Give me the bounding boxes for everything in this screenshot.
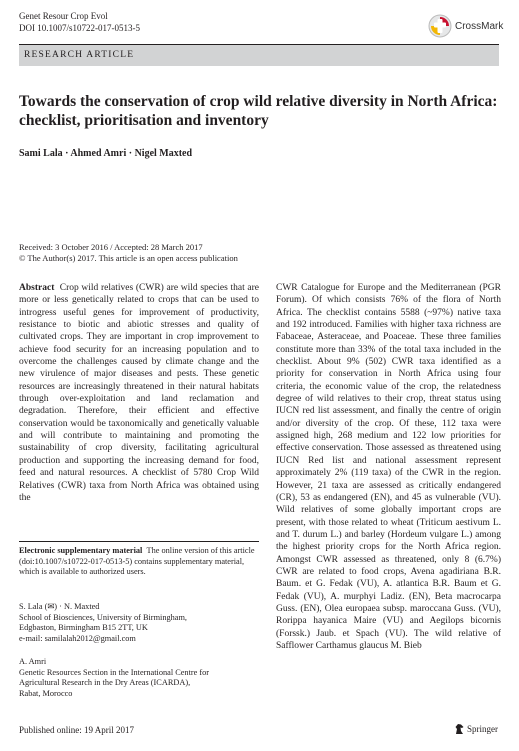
- affiliation-1-line-1: School of Biosciences, University of Birmingham,: [19, 612, 187, 622]
- section-label: RESEARCH ARTICLE: [24, 50, 135, 60]
- springer-horse-icon: [454, 723, 465, 735]
- journal-name: Genet Resour Crop Evol: [19, 11, 108, 21]
- received-accepted: Received: 3 October 2016 / Accepted: 28 March 2017: [19, 242, 203, 252]
- footnote-rule: [19, 541, 259, 542]
- affiliation-1-names: S. Lala (✉) · N. Maxted: [19, 602, 100, 611]
- affiliation-2-line-2: Agricultural Research in the Dry Areas (ICARDA),: [19, 678, 191, 688]
- doi[interactable]: DOI 10.1007/s10722-017-0513-5: [19, 23, 140, 33]
- abstract-column-right: [276, 282, 501, 738]
- section-band: [19, 45, 499, 66]
- affiliation-2-name: A. Amri: [19, 657, 47, 666]
- article-dates: [19, 242, 238, 264]
- affiliation-2: [19, 657, 259, 699]
- affiliation-2-line-1: Genetic Resources Section in the International Centre for: [19, 667, 210, 677]
- esm-label: Electronic supplementary material: [19, 546, 143, 555]
- published-date: Published online: 19 April 2017: [19, 725, 135, 735]
- license-note: © The Author(s) 2017. This article is an open access publication: [19, 253, 238, 263]
- author-list: Sami Lala · Ahmed Amri · Nigel Maxted: [19, 148, 193, 159]
- crossmark-icon: [428, 14, 452, 38]
- esm-text: The online version of this article (doi:10.1007/s10722-017-0513-5) contains supplementary material, which is available to authorized users.: [19, 546, 255, 577]
- journal-header: [19, 10, 140, 34]
- abstract-label: Abstract: [19, 283, 55, 293]
- springer-label: Springer: [467, 724, 498, 734]
- abstract-column-left: [19, 282, 259, 529]
- affiliation-1-email[interactable]: e-mail: samilalah2012@gmail.com: [19, 633, 136, 643]
- affiliation-2-line-3: Rabat, Morocco: [19, 688, 73, 698]
- crossmark-badge[interactable]: [428, 12, 512, 40]
- affiliation-1: [19, 602, 259, 644]
- springer-logo: [454, 723, 498, 735]
- supplementary-note: [19, 546, 259, 578]
- crossmark-label: CrossMark: [455, 20, 504, 32]
- article-title: Towards the conservation of crop wild relative diversity in North Africa: checklist, prioritisation and inventory: [19, 93, 498, 129]
- abstract-text-2: CWR Catalogue for Europe and the Mediterranean (PGR Forum). Of which consists 76% of the flora of North Africa. The checklist contains 5588 (~97%) native taxa and 192 introduced. Families with higher taxa richness are Fabaceae, Asteraceae, and Poaceae. These three families constitute more than 33% of the total taxa included in the checklist. About 9% (502) CWR taxa identified as a priority for conservation in North Africa using four criteria, the economic value of the crop, the relatedness degree of wild relatives to their crop, threat status using IUCN red list assessment, and finally the centre of origin and/or diversity of the crop. Of these, 112 taxa were assigned high, 268 medium and 122 low priorities for effective conservation. Those assessed as threatened using IUCN Red list and national assessment represent approximately 2% (119 taxa) of the CWR in the region. However, 21 taxa are assessed as critically endangered (CR), 53 as endangered (EN), and 45 as vulnerable (VU). Wild relatives of some globally important crops are present, with those related to wheat (Triticum aestivum L. and T. durum L.) and barley (Hordeum vulgare L.) among the highest priority crops for the North Africa region. Amongst CWR assessed as threatened, only 8 (6.7%) CWR are related to food crops, Avena agadiriana B.R. Baum. et G. Fedak (VU), A. atlantica B.R. Baum et G. Fedak (VU), A. murphyi Ladiz. (EN), Beta macrocarpa Guss. (EN), Olea europaea subsp. maroccana Guss. (VU), Rorippa hayanica Maire (VU) and Aegilops bicornis (Forssk.) Jaub. et Spach (VU). The wild relative of Safflower Carthamus glaucus M. Bieb: [276, 283, 501, 651]
- abstract-text-1: Crop wild relatives (CWR) are wild species that are more or less genetically related to crops that can be used to introgress useful genes for improvement of productivity, resistance to biotic and abiotic stresses and quality of cultivated crops. They are important in crop improvement to achieve food security for an increasing population and to overcome the challenges caused by climate change and the new virulence of major diseases and pests. These genetic resources are increasingly threatened in their natural habitats through over-exploitation and land reclamation and degradation. Therefore, their efficient and effective conservation would be taxonomically and genetically valuable and will contribute to maintaining and promoting the sustainability of crop diversity, facilitating agricultural production and supporting the increasing demand for food, feed and natural resources. A checklist of 5780 Crop Wild Relatives (CWR) taxa from North Africa was obtained using the: [19, 283, 259, 503]
- affiliation-1-line-2: Edgbaston, Birmingham B15 2TT, UK: [19, 623, 148, 633]
